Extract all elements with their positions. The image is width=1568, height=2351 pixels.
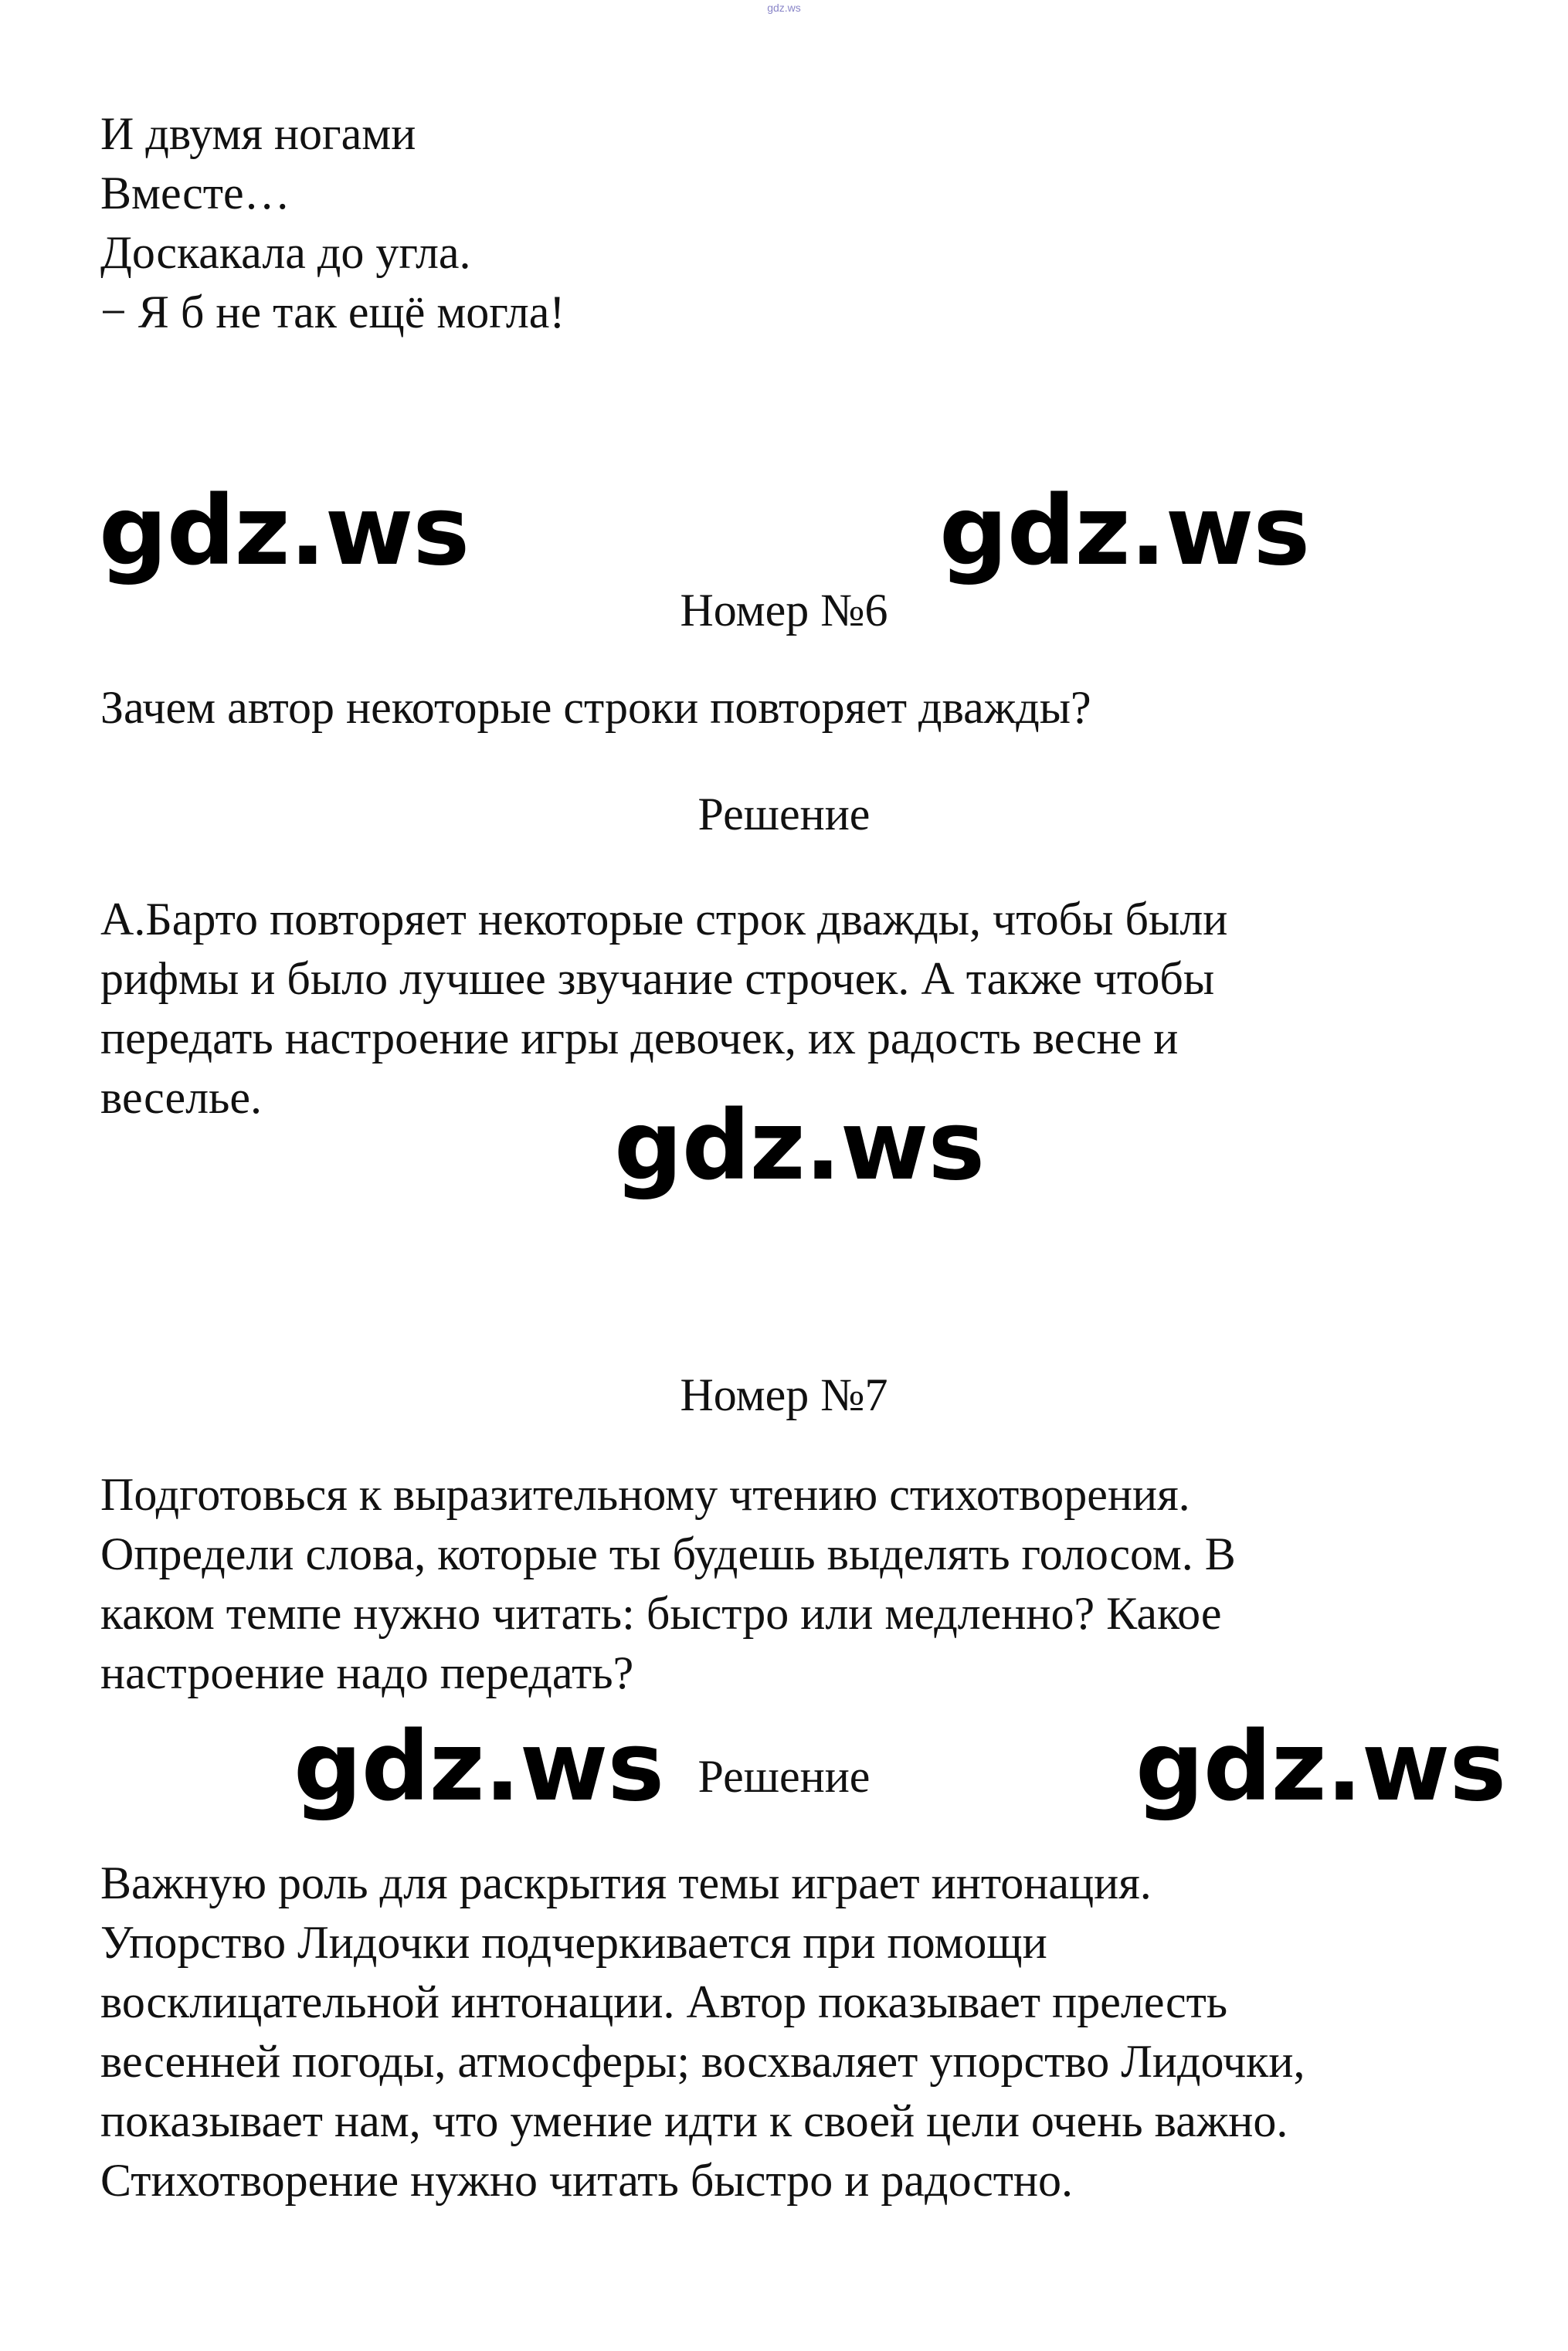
answer-line: Стихотворение нужно читать быстро и радостно.: [100, 2155, 1074, 2206]
question-line: Зачем автор некоторые строки повторяет дважды?: [100, 682, 1091, 733]
answer-line: восклицательной интонации. Автор показывает прелесть: [100, 1976, 1228, 2027]
answer-line: показывает нам, что умение идти к своей цели очень важно.: [100, 2095, 1288, 2146]
poem-line: Вместе…: [100, 168, 290, 219]
header-watermark: gdz.ws: [767, 2, 801, 14]
answer-line: весенней погоды, атмосферы; восхваляет упорство Лидочки,: [100, 2036, 1305, 2087]
task6-heading: Номер №6: [680, 585, 888, 636]
question-line: Определи слова, которые ты будешь выделять голосом. В: [100, 1528, 1236, 1579]
answer-line: передать настроение игры девочек, их радость весне и: [100, 1013, 1179, 1064]
task6-solution-label: Решение: [697, 789, 871, 840]
task7-solution-label: Решение: [697, 1751, 871, 1802]
answer-line: веселье.: [100, 1072, 263, 1123]
poem-line: − Я б не так ещё могла!: [100, 287, 565, 338]
question-line: Подготовься к выразительному чтению стихотворения.: [100, 1469, 1190, 1520]
task7-question: [100, 1465, 1475, 1703]
watermark-logo: gdz.ws: [939, 476, 1310, 587]
watermark-logo: gdz.ws: [1135, 1712, 1506, 1823]
poem-line: Доскакала до угла.: [100, 227, 471, 278]
watermark-logo: gdz.ws: [294, 1712, 664, 1823]
question-line: настроение надо передать?: [100, 1647, 634, 1698]
question-line: каком темпе нужно читать: быстро или медленно? Какое: [100, 1588, 1222, 1639]
answer-line: Важную роль для раскрытия темы играет интонация.: [100, 1857, 1152, 1908]
watermark-logo: gdz.ws: [614, 1091, 985, 1202]
task7-answer: [100, 1854, 1475, 2210]
watermark-logo: gdz.ws: [99, 476, 470, 587]
answer-line: Упорство Лидочки подчеркивается при помощи: [100, 1917, 1047, 1968]
poem-fragment: [100, 104, 1475, 342]
answer-line: рифмы и было лучшее звучание строчек. А также чтобы: [100, 953, 1215, 1004]
poem-line: И двумя ногами: [100, 108, 416, 159]
task7-heading: Номер №7: [680, 1369, 888, 1420]
answer-line: А.Барто повторяет некоторые строк дважды, чтобы были: [100, 894, 1228, 945]
task6-question: [100, 678, 1475, 738]
